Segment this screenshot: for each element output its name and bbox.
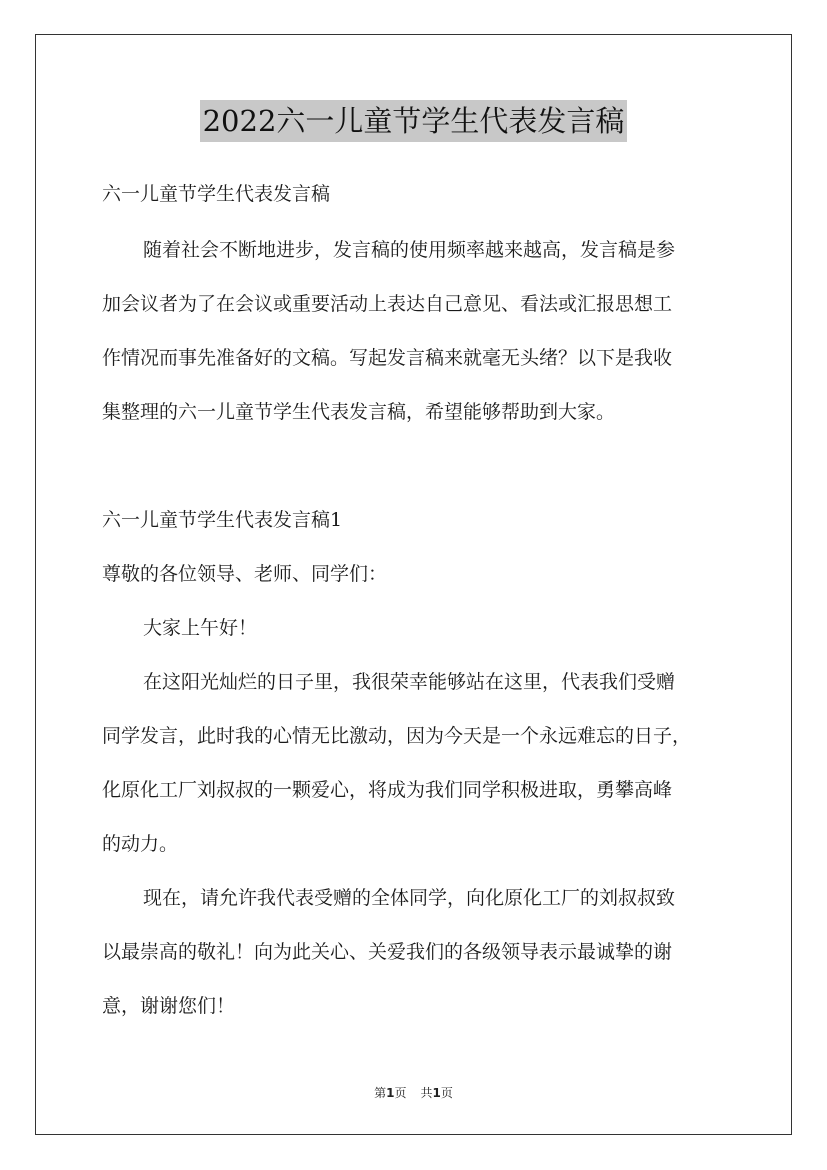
footer-page-prefix: 第	[374, 1086, 387, 1100]
paragraph-line: 意，谢谢您们！	[102, 995, 236, 1017]
paragraph-line: 现在，请允许我代表受赠的全体同学，向化原化工厂的刘叔叔致	[143, 887, 676, 909]
footer-total-prefix: 共	[420, 1086, 433, 1100]
salutation: 尊敬的各位领导、老师、同学们：	[102, 563, 388, 585]
paragraph-line: 化原化工厂刘叔叔的一颗爱心，将成为我们同学积极进取，勇攀高峰	[102, 779, 673, 801]
page-footer	[0, 1085, 827, 1101]
paragraph-line: 以最崇高的敬礼！向为此关心、关爱我们的各级领导表示最诚挚的谢	[102, 941, 673, 963]
intro-line: 作情况而事先准备好的文稿。写起发言稿来就毫无头绪？以下是我收	[102, 347, 673, 369]
paragraph-line: 的动力。	[102, 833, 179, 855]
intro-line: 随着社会不断地进步，发言稿的使用频率越来越高，发言稿是参	[143, 239, 676, 261]
section-heading: 六一儿童节学生代表发言稿1	[102, 509, 343, 531]
footer-total-suffix: 页	[440, 1086, 453, 1100]
document-subtitle: 六一儿童节学生代表发言稿	[102, 183, 331, 205]
footer-total-number: 1	[432, 1086, 441, 1100]
title-container	[0, 100, 827, 142]
paragraph-line: 在这阳光灿烂的日子里，我很荣幸能够站在这里，代表我们受赠	[143, 671, 676, 693]
intro-line: 加会议者为了在会议或重要活动上表达自己意见、看法或汇报思想工	[102, 293, 673, 315]
footer-page-number: 1	[386, 1086, 395, 1100]
document-title: 2022六一儿童节学生代表发言稿	[200, 100, 628, 142]
greeting: 大家上午好！	[143, 617, 258, 639]
paragraph-line: 同学发言，此时我的心情无比激动，因为今天是一个永远难忘的日子，	[102, 725, 692, 747]
footer-page-suffix: 页	[394, 1086, 407, 1100]
intro-line: 集整理的六一儿童节学生代表发言稿，希望能够帮助到大家。	[102, 401, 616, 423]
